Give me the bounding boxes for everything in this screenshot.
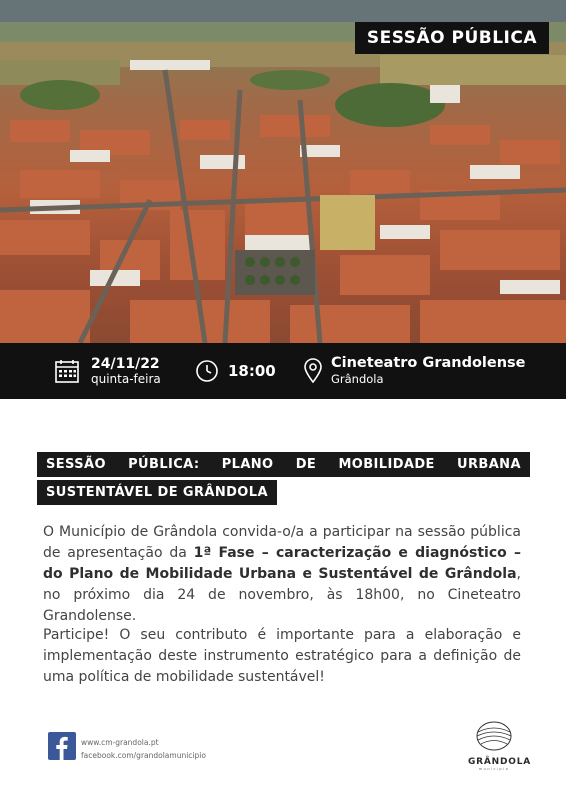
logo-subtitle: município <box>478 767 510 771</box>
calendar-icon <box>54 358 80 384</box>
grandola-logo-mark <box>474 720 514 752</box>
venue-town: Grândola <box>331 372 384 386</box>
date-text <box>91 356 161 387</box>
venue-block <box>303 343 526 399</box>
paragraph-text: , no próximo dia 24 de novembro, às 18h00, no Cineteatro Grandolense. <box>43 566 521 624</box>
session-tag: SESSÃO PÚBLICA <box>355 22 549 54</box>
clock-icon <box>195 359 219 383</box>
headline-word: PÚBLICA: <box>128 457 200 472</box>
event-date: 24/11/22 <box>91 355 160 372</box>
grandola-logo <box>468 720 532 771</box>
headline-word: PLANO <box>221 457 274 472</box>
headline-word: URBANA <box>457 457 521 472</box>
hero-aerial-photo <box>0 0 566 343</box>
paragraph-bold-text: 1ª Fase – caracterização e diagnóstico – do Plano de Mobilidade Urbana e Sustentável de Grândola <box>43 545 521 582</box>
paragraph-text: O Município de Grândola convida-o/a a participar na sessão pública de apresentação da <box>43 524 521 561</box>
facebook-link[interactable]: facebook.com/grandolamunicipio <box>81 751 206 760</box>
venue-name: Cineteatro Grandolense <box>331 355 526 371</box>
event-info-bar <box>0 343 566 399</box>
logo-name: GRÂNDOLA <box>468 757 532 767</box>
time-block <box>195 343 276 399</box>
participate-paragraph: Participe! O seu contributo é importante para a elaboração e implementação deste instrumento estratégico para a definição de uma política de mobilidade sustentável! <box>43 627 521 685</box>
footer-links <box>81 736 206 762</box>
date-block <box>54 343 161 399</box>
headline-word: MOBILIDADE <box>338 457 435 472</box>
facebook-icon[interactable] <box>48 732 76 760</box>
headline-word: DE <box>295 457 317 472</box>
headline-word: SESSÃO <box>46 457 106 472</box>
location-pin-icon <box>303 358 323 384</box>
invitation-paragraph <box>43 522 521 627</box>
venue-text <box>331 355 526 387</box>
event-weekday: quinta-feira <box>91 371 161 386</box>
headline-line-2: SUSTENTÁVEL DE GRÂNDOLA <box>37 480 277 505</box>
website-link[interactable]: www.cm-grandola.pt <box>81 738 159 747</box>
event-time: 18:00 <box>228 362 276 380</box>
headline-line-1 <box>37 452 530 477</box>
